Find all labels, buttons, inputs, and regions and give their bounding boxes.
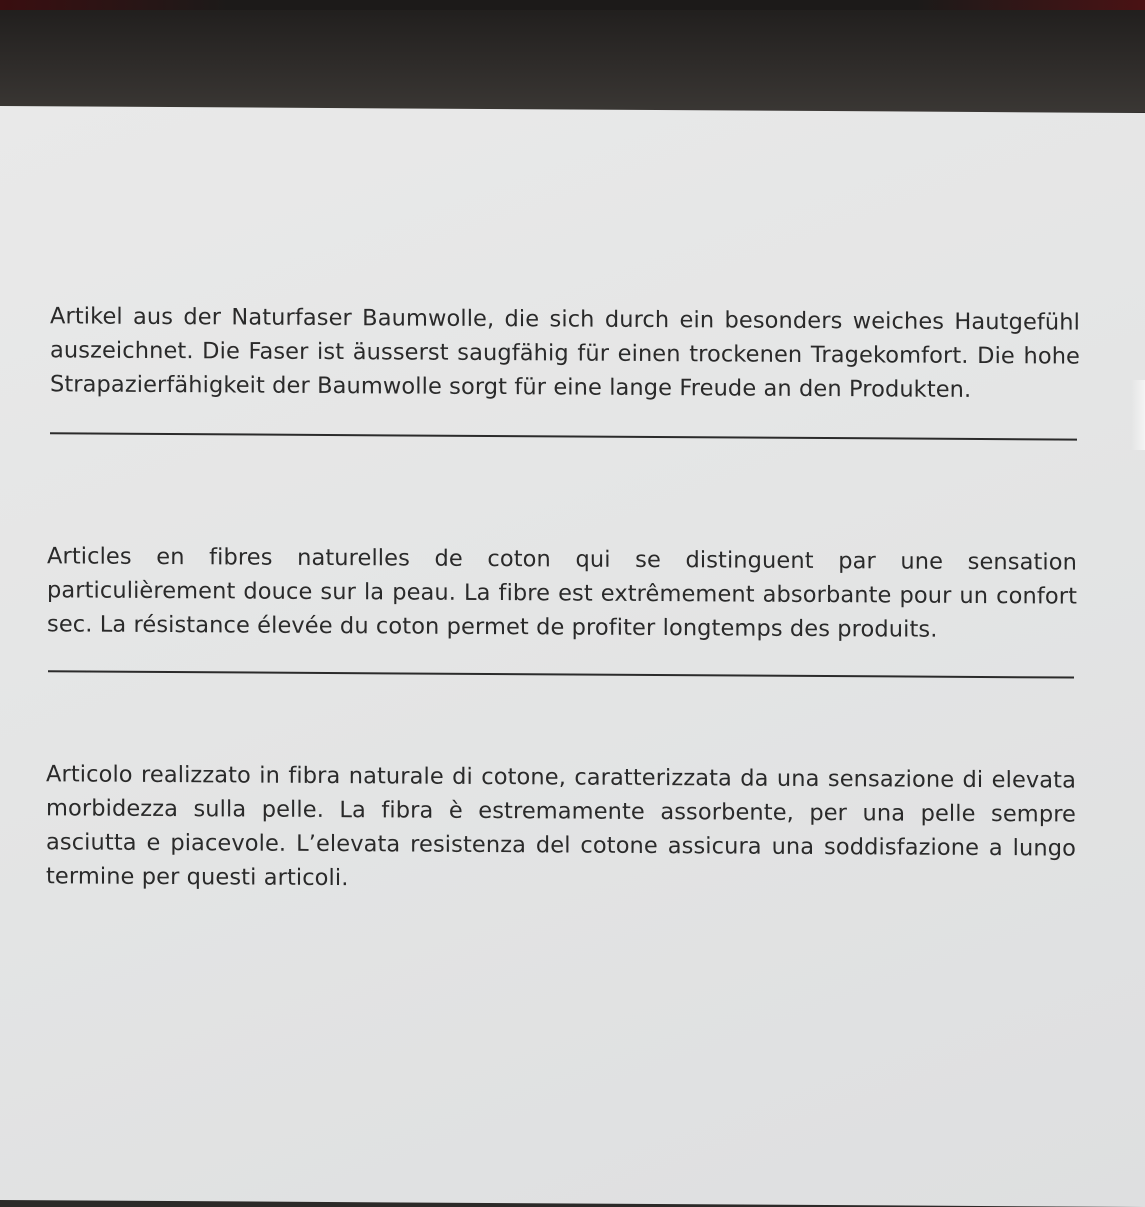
red-edge-strip	[0, 0, 1145, 10]
section-divider-1	[50, 432, 1077, 440]
section-divider-2	[48, 670, 1074, 678]
text-section-italian: Articolo realizzato in fibra naturale di cotone, caratterizzata da una sensazione di elevata morbidezza sulla pelle. La fibra è estremamente assorbente, per una pelle sempre asciutta e piacevole. L’elevata resistenza del cotone assicura una soddisfazione a lungo termine per questi articoli.	[46, 760, 1076, 891]
paper-edge-highlight	[1131, 380, 1145, 450]
dark-background-band	[0, 0, 1145, 112]
text-section-french: Articles en fibres naturelles de coton qui se distinguent par une sensation particulièrement douce sur la peau. La fibre est extrêmement absorbante pour un confort sec. La résistance élevée du coton permet de profiter longtemps des produits.	[47, 542, 1077, 643]
paper-sheet	[0, 106, 1145, 1207]
text-section-german: Artikel aus der Naturfaser Baumwolle, die sich durch ein besonders weiches Hautgefühl auszeichnet. Die Faser ist äusserst saugfähig für einen trockenen Tragekomfort. Die hohe Strapazierfähigkeit der Baumwolle sorgt für eine lange Freude an den Produkten.	[50, 302, 1080, 403]
